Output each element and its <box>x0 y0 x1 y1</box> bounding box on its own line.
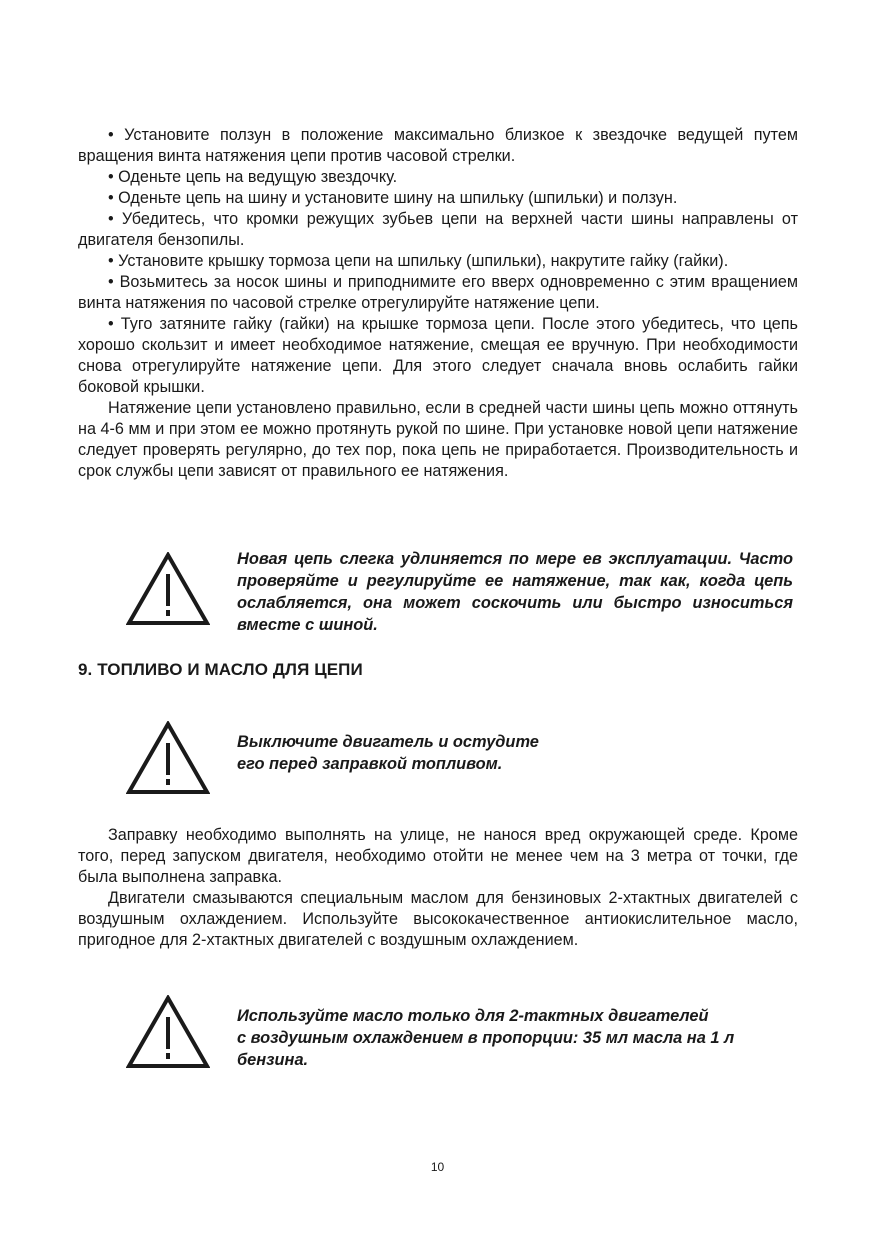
page-number: 10 <box>430 1160 445 1174</box>
paragraph: Натяжение цепи установлено правильно, если в средней части шины цепь можно оттянуть на 4-6 мм и при этом ее можно протянуть рукой по шине. При установке новой цепи натяжение следует проверять регулярно, до тех пор, пока цепь не приработается. Производительность и срок службы цепи зависят от правильного ее натяжения. <box>78 399 798 480</box>
paragraph: • Возьмитесь за носок шины и приподнимите его вверх одновременно с этим вращением винта натяжения по часовой стрелке отрегулируйте натяжение цепи. <box>78 273 798 312</box>
paragraph: • Оденьте цепь на ведущую звездочку. <box>108 168 398 186</box>
section-heading: 9. ТОПЛИВО И МАСЛО ДЛЯ ЦЕПИ <box>78 660 363 679</box>
paragraph: • Установите крышку тормоза цепи на шпильку (шпильки), накрутите гайку (гайки). <box>108 252 729 270</box>
paragraph: • Оденьте цепь на шину и установите шину на шпильку (шпильки) и ползун. <box>108 189 678 207</box>
warning-text: Новая цепь слегка удлиняется по мере ев эксплуатации. Часто проверяйте и регулируйте ее натяжение, так как, когда цепь ослабляется, она может соскочить или быстро износиться вместе с шиной. <box>237 550 793 634</box>
warning-triangle-icon <box>126 552 210 626</box>
paragraph: Двигатели смазываются специальным маслом для бензиновых 2-хтактных двигателей с воздушным охлаждением. Используйте высококачественное антиокислительное масло, пригодное для 2-хтактных двигателей с воздушным охлаждением. <box>78 889 798 949</box>
warning-text <box>237 1005 837 1071</box>
warning-line: Выключите двигатель и остудите <box>237 733 539 751</box>
warning-line: его перед заправкой топливом. <box>237 755 503 773</box>
paragraph: • Туго затяните гайку (гайки) на крышке тормоза цепи. После этого убедитесь, что цепь хорошо скользит и имеет необходимое натяжение, смещая ее вручную. При необходимости снова отрегулируйте натяжение цепи. Для этого следует сначала вновь ослабить гайки боковой крышки. <box>78 315 798 396</box>
warning-triangle-icon <box>126 721 210 795</box>
paragraph: • Установите ползун в положение максимально близкое к звездочке ведущей путем вращения винта натяжения цепи против часовой стрелки. <box>78 126 798 165</box>
warning-line: бензина. <box>237 1051 309 1069</box>
warning-triangle-icon <box>126 995 210 1069</box>
warning-line: с воздушным охлаждением в пропорции: 35 мл масла на 1 л <box>237 1029 735 1047</box>
paragraph: Заправку необходимо выполнять на улице, не нанося вред окружающей среде. Кроме того, перед запуском двигателя, необходимо отойти не менее чем на 3 метра от точки, где была выполнена заправка. <box>78 826 798 886</box>
paragraph: • Убедитесь, что кромки режущих зубьев цепи на верхней части шины направлены от двигателя бензопилы. <box>78 210 798 249</box>
warning-line: Используйте масло только для 2-тактных двигателей <box>237 1007 709 1025</box>
fuel-section <box>78 825 798 951</box>
warning-text <box>237 731 797 775</box>
chain-installation-section <box>78 125 798 482</box>
